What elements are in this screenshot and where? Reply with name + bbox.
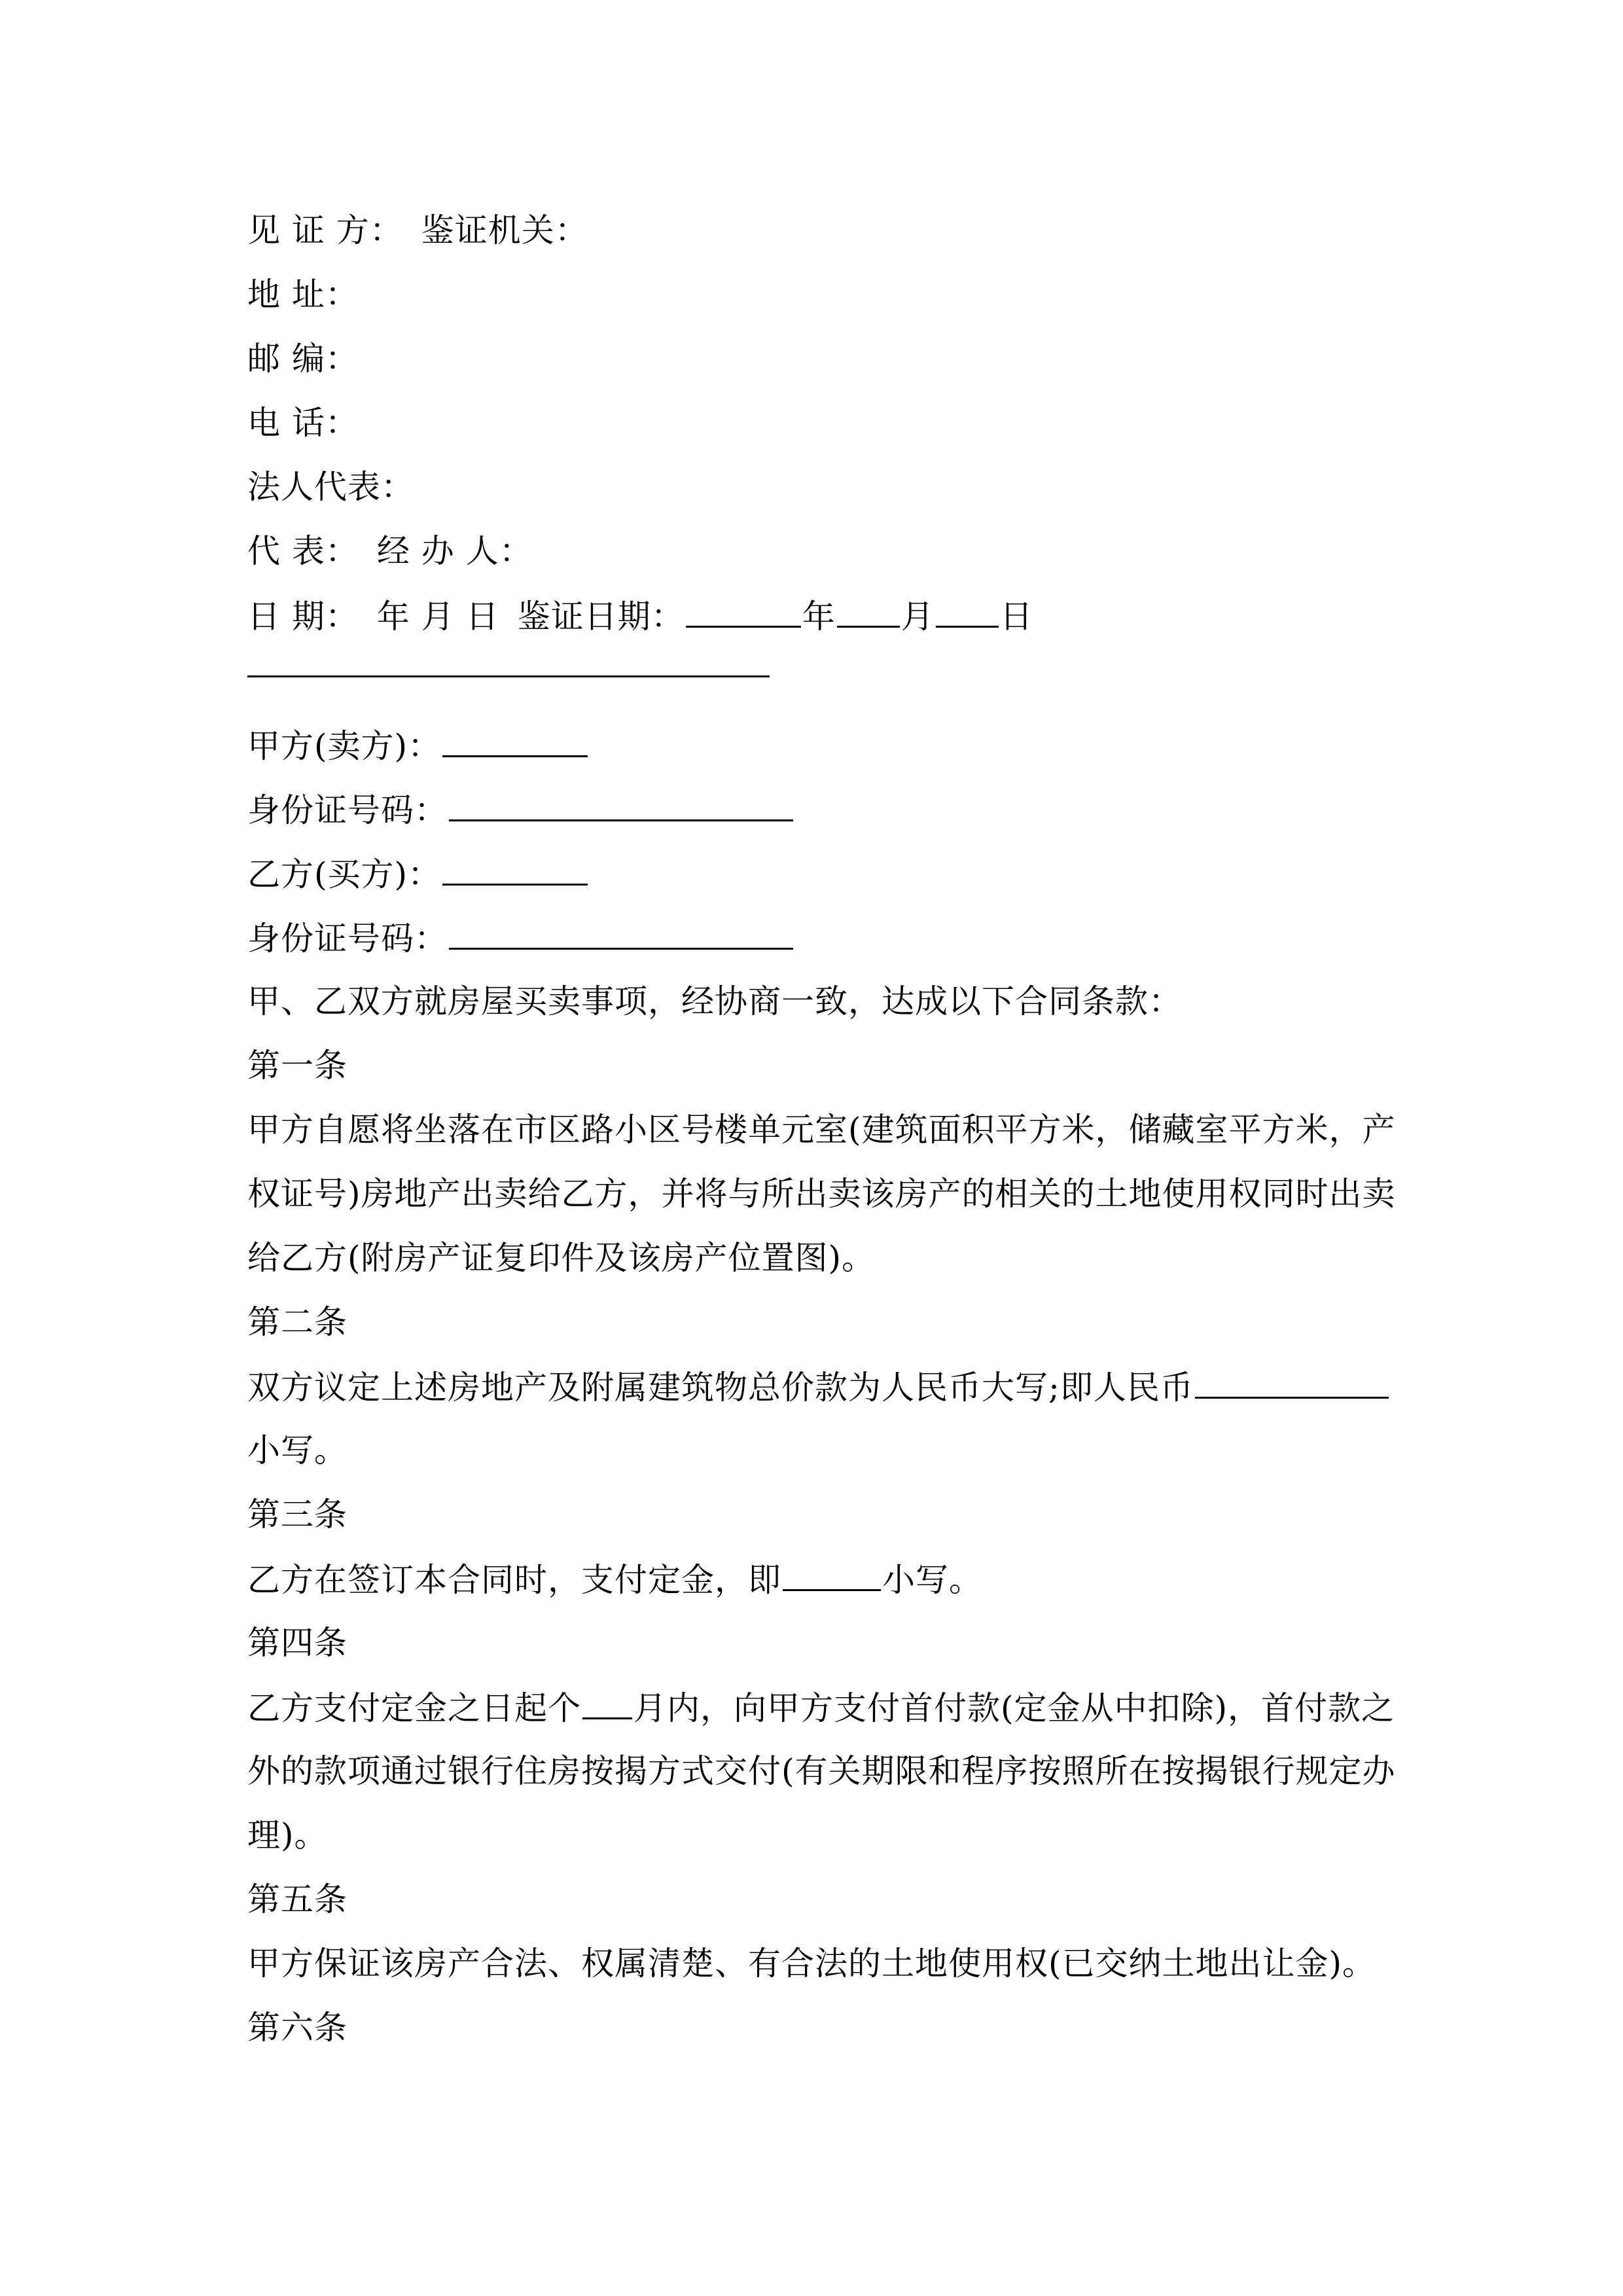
article-1-line: 权证号)房地产出卖给乙方，并将与所出卖该房产的相关的土地使用权同时出卖 — [247, 1175, 1396, 1213]
article-4-line — [247, 1687, 1395, 1728]
separator-rule — [247, 675, 770, 677]
seller-line — [247, 725, 589, 766]
article-4-text-b: 月内，向甲方支付首付款(定金从中扣除)，首付款之 — [633, 1689, 1395, 1727]
seller-label: 甲方(卖方)： — [247, 727, 442, 765]
seller-id-blank[interactable] — [449, 789, 793, 821]
rep-label: 代 表： — [247, 532, 359, 570]
day-text: 日 — [999, 598, 1033, 636]
date-label: 日 期： — [247, 598, 359, 636]
buyer-name-blank[interactable] — [442, 853, 588, 886]
article-1-heading: 第一条 — [247, 1047, 348, 1085]
article-6-heading: 第六条 — [247, 2009, 348, 2047]
deposit-blank[interactable] — [783, 1559, 881, 1591]
buyer-line — [247, 853, 589, 894]
witness-label: 见 证 方： — [247, 211, 403, 249]
article-4-text-a: 乙方支付定金之日起个 — [247, 1689, 581, 1727]
year-text: 年 — [802, 598, 836, 636]
article-1-line: 甲方自愿将坐落在市区路小区号楼单元室(建筑面积平方米，储藏室平方米，产 — [247, 1111, 1396, 1149]
witness-line — [247, 211, 588, 250]
address-line — [247, 275, 359, 314]
seller-name-blank[interactable] — [442, 725, 588, 757]
article-3-heading: 第三条 — [247, 1496, 348, 1534]
article-4-heading: 第四条 — [247, 1624, 348, 1662]
date-line — [247, 596, 1033, 636]
article-4-line: 理)。 — [247, 1816, 328, 1854]
rep-line — [247, 531, 533, 571]
article-4-line: 外的款项通过银行住房按揭方式交付(有关期限和程序按照所在按揭银行规定办 — [247, 1752, 1396, 1790]
article-2-line: 小写。 — [247, 1431, 348, 1469]
year-blank[interactable] — [686, 596, 801, 628]
buyer-label: 乙方(买方)： — [247, 855, 442, 893]
month-blank[interactable] — [837, 596, 900, 628]
date-blank: 年 月 日 — [376, 598, 499, 636]
legal-rep-line — [247, 467, 414, 507]
article-3-text-b: 小写。 — [882, 1561, 982, 1599]
article-5-heading: 第五条 — [247, 1880, 348, 1918]
buyer-id-line — [247, 918, 794, 958]
article-3-line — [247, 1559, 982, 1600]
legal-rep-label: 法人代表： — [247, 468, 414, 506]
verify-date-label: 鉴证日期： — [517, 598, 685, 636]
phone-label: 电 话： — [247, 404, 359, 442]
phone-line — [247, 403, 359, 442]
intro-paragraph: 甲、乙双方就房屋买卖事项，经协商一致，达成以下合同条款： — [247, 982, 1182, 1020]
article-5-line: 甲方保证该房产合法、权属清楚、有合法的土地使用权(已交纳土地出让金)。 — [247, 1945, 1376, 1982]
month-text: 月 — [901, 598, 935, 636]
day-blank[interactable] — [936, 596, 999, 628]
buyer-id-blank[interactable] — [449, 918, 793, 950]
address-label: 地 址： — [247, 276, 359, 314]
article-2-text: 双方议定上述房地产及附属建筑物总价款为人民币大写;即人民币 — [247, 1369, 1194, 1407]
article-1-line: 给乙方(附房产证复印件及该房产位置图)。 — [247, 1239, 876, 1277]
postcode-line — [247, 339, 359, 378]
postcode-label: 邮 编： — [247, 340, 359, 378]
article-2-line — [247, 1367, 1390, 1407]
seller-id-label: 身份证号码： — [247, 791, 448, 829]
agency-label: 鉴证机关： — [421, 211, 588, 249]
buyer-id-label: 身份证号码： — [247, 920, 448, 958]
article-2-heading: 第二条 — [247, 1303, 348, 1341]
price-blank[interactable] — [1195, 1367, 1389, 1399]
handler-label: 经 办 人： — [376, 532, 533, 570]
article-3-text-a: 乙方在签订本合同时，支付定金，即 — [247, 1561, 781, 1599]
months-blank[interactable] — [582, 1687, 632, 1719]
seller-id-line — [247, 789, 794, 830]
